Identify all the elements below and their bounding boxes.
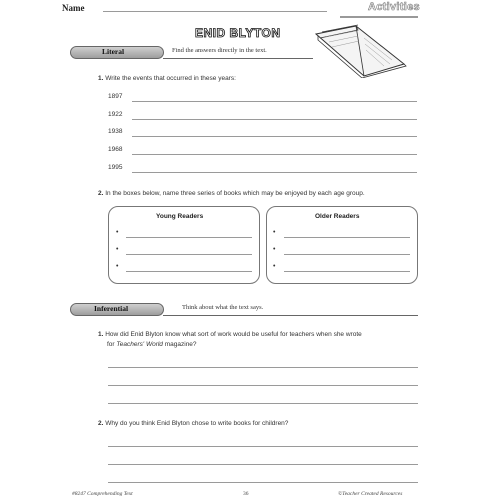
- answer-line[interactable]: [284, 254, 410, 255]
- answer-line[interactable]: [132, 154, 417, 155]
- answer-line[interactable]: [132, 172, 417, 173]
- answer-line[interactable]: [132, 101, 417, 102]
- open-book-icon: [312, 24, 408, 78]
- answer-line[interactable]: [108, 482, 418, 483]
- year-label: 1995: [108, 164, 123, 171]
- question-number: 2.: [98, 190, 104, 197]
- year-label: 1938: [108, 128, 123, 135]
- footer-copyright: ©Teacher Created Resources: [338, 491, 403, 497]
- older-readers-heading: Older Readers: [315, 213, 360, 220]
- year-label: 1897: [108, 93, 123, 100]
- bullet-icon: •: [273, 229, 276, 236]
- inferential-tag-label: Inferential: [94, 304, 129, 313]
- inferential-divider: [163, 315, 418, 316]
- footer-page-number: 36: [243, 491, 249, 497]
- young-readers-heading: Young Readers: [156, 213, 204, 220]
- answer-line[interactable]: [126, 237, 252, 238]
- inferential-question-2: [98, 419, 288, 429]
- answer-line[interactable]: [284, 271, 410, 272]
- answer-line[interactable]: [108, 464, 418, 465]
- question-text-line1: How did Enid Blyton know what sort of work would be useful for teachers when she wrote: [105, 331, 362, 338]
- question-text: In the boxes below, name three series of books which may be enjoyed by each age group.: [105, 190, 365, 197]
- magazine-title: Teachers' World: [116, 341, 163, 348]
- activities-heading: Activities: [368, 1, 420, 13]
- question-text-line2-pre: for: [107, 341, 117, 348]
- page-title: ENID BLYTON: [195, 26, 281, 40]
- question-number: 1.: [98, 75, 104, 82]
- name-label: Name: [62, 3, 85, 13]
- answer-line[interactable]: [108, 446, 418, 447]
- literal-question-1: [98, 74, 236, 84]
- literal-divider: [163, 58, 313, 59]
- literal-instruction: Find the answers directly in the text.: [172, 47, 267, 54]
- answer-line[interactable]: [108, 385, 418, 386]
- literal-question-2: [98, 189, 365, 199]
- answer-line[interactable]: [108, 403, 418, 404]
- bullet-icon: •: [273, 263, 276, 270]
- inferential-question-1: [98, 330, 428, 350]
- literal-tag-label: Literal: [102, 47, 125, 56]
- bullet-icon: •: [273, 246, 276, 253]
- footer-product-code: #8247 Comprehending Text: [72, 491, 133, 497]
- answer-line[interactable]: [126, 271, 252, 272]
- year-label: 1968: [108, 146, 123, 153]
- question-number: 1.: [98, 331, 104, 338]
- bullet-icon: •: [116, 229, 119, 236]
- activities-rule: [340, 16, 418, 18]
- answer-line[interactable]: [132, 119, 417, 120]
- answer-line[interactable]: [126, 254, 252, 255]
- inferential-instruction: Think about what the text says.: [182, 304, 264, 311]
- answer-line[interactable]: [132, 136, 417, 137]
- bullet-icon: •: [116, 263, 119, 270]
- question-text: Why do you think Enid Blyton chose to write books for children?: [105, 420, 289, 427]
- answer-line[interactable]: [284, 237, 410, 238]
- question-number: 2.: [98, 420, 104, 427]
- answer-line[interactable]: [108, 367, 418, 368]
- question-text: Write the events that occurred in these years:: [105, 75, 236, 82]
- question-text-line2-post: magazine?: [162, 341, 197, 348]
- name-write-line[interactable]: [103, 11, 327, 12]
- year-label: 1922: [108, 111, 123, 118]
- bullet-icon: •: [116, 246, 119, 253]
